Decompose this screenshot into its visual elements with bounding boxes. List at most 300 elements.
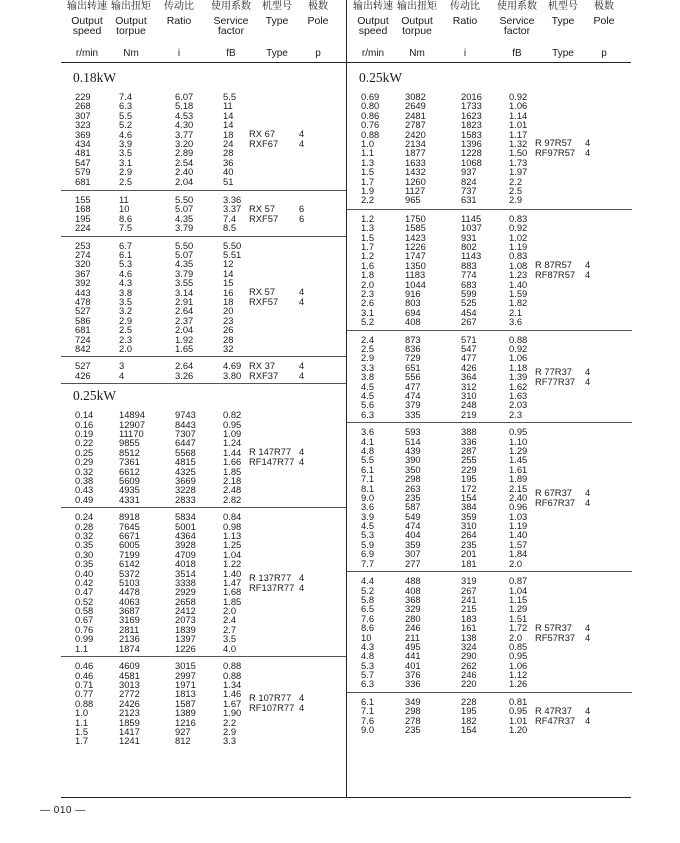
cell-factor: 0.87 xyxy=(509,575,528,587)
cell-torque: 1183 xyxy=(405,269,426,281)
cell-factor: 1.90 xyxy=(223,707,242,719)
cell-factor: 0.95 xyxy=(509,650,528,662)
type-line xyxy=(61,297,346,307)
cell-factor: 0.83 xyxy=(509,212,528,224)
header-type-zh: 机型号 xyxy=(262,1,292,12)
cell-torque: 1633 xyxy=(405,156,426,168)
cell-speed: 547 xyxy=(75,156,91,168)
cell-speed: 3.8 xyxy=(361,371,375,383)
pole-value: 4 xyxy=(299,446,305,458)
cell-torque: 965 xyxy=(405,194,421,206)
cell-torque: 2134 xyxy=(405,137,426,149)
cell-ratio: 5568 xyxy=(175,446,196,458)
type-name: R 137R77 xyxy=(249,571,292,583)
header-factor-en2: factor xyxy=(503,25,531,37)
model-type xyxy=(347,138,632,158)
table-row xyxy=(347,186,632,195)
cell-torque: 5.5 xyxy=(119,109,133,121)
cell-ratio: 2.64 xyxy=(175,360,194,372)
cell-ratio: 255 xyxy=(461,454,477,466)
cell-speed: 0.42 xyxy=(75,576,94,588)
cell-speed: 307 xyxy=(75,109,91,121)
type-name: RF47R37 xyxy=(535,714,576,726)
cell-speed: 1.1 xyxy=(361,147,375,159)
table-row xyxy=(347,642,632,651)
cell-speed: 1.3 xyxy=(361,156,375,168)
cell-speed: 2.9 xyxy=(361,352,375,364)
table-row xyxy=(347,289,632,298)
cell-factor: 32 xyxy=(223,342,234,354)
cell-speed: 0.30 xyxy=(75,548,94,560)
cell-factor: 3.5 xyxy=(223,633,237,645)
table-row xyxy=(347,521,632,530)
cell-ratio: 229 xyxy=(461,463,477,475)
right-block-4 xyxy=(347,571,632,693)
left-block-6 xyxy=(61,656,346,750)
type-line xyxy=(347,148,632,158)
type-name: R 47R37 xyxy=(535,704,573,716)
pole-value: 4 xyxy=(585,365,591,377)
cell-ratio: 599 xyxy=(461,287,477,299)
header-factor xyxy=(493,2,541,37)
cell-torque: 307 xyxy=(405,548,421,560)
cell-ratio: 2412 xyxy=(175,605,196,617)
cell-ratio: 2.04 xyxy=(175,324,194,336)
cell-torque: 235 xyxy=(405,724,421,736)
cell-ratio: 310 xyxy=(461,520,477,532)
table-row xyxy=(61,522,346,531)
unit-torque: Nm xyxy=(409,48,425,59)
cell-torque: 3.5 xyxy=(119,147,133,159)
cell-torque: 14894 xyxy=(119,409,146,421)
header-ratio xyxy=(161,2,197,26)
cell-torque: 1859 xyxy=(119,716,140,728)
cell-torque: 2787 xyxy=(405,119,426,131)
cell-factor: 2.82 xyxy=(223,493,242,505)
table-row xyxy=(61,634,346,643)
cell-torque: 6671 xyxy=(119,529,140,541)
table-row xyxy=(61,615,346,624)
cell-torque: 6.7 xyxy=(119,239,133,251)
power-rating-title: 0.18kW xyxy=(73,70,117,85)
right-block-2 xyxy=(347,330,632,424)
type-name: RX 57 xyxy=(249,285,276,297)
model-type xyxy=(347,488,632,508)
cell-factor: 0.96 xyxy=(509,501,528,513)
cell-factor: 0.81 xyxy=(509,696,528,707)
cell-speed: 0.29 xyxy=(75,456,94,468)
cell-ratio: 248 xyxy=(461,399,477,411)
cell-torque: 359 xyxy=(405,538,421,550)
cell-factor: 2.0 xyxy=(509,631,523,643)
cell-torque: 7.4 xyxy=(119,91,133,102)
cell-speed: 392 xyxy=(75,277,91,289)
header-pole-en: Pole xyxy=(593,14,615,27)
cell-speed: 1.1 xyxy=(75,716,89,728)
cell-ratio: 2.64 xyxy=(175,305,194,317)
cell-speed: 0.46 xyxy=(75,669,94,681)
cell-speed: 1.7 xyxy=(361,175,375,187)
cell-speed: 1.7 xyxy=(75,735,89,747)
cell-factor: 1.03 xyxy=(509,510,528,522)
cell-torque: 4581 xyxy=(119,669,140,681)
cell-speed: 0.25 xyxy=(75,446,94,458)
cell-ratio: 426 xyxy=(461,361,477,373)
cell-factor: 1.89 xyxy=(509,473,528,485)
cell-ratio: 3015 xyxy=(175,660,196,672)
header-factor xyxy=(207,2,255,37)
cell-speed: 274 xyxy=(75,248,91,260)
cell-factor: 51 xyxy=(223,175,234,187)
cell-speed: 434 xyxy=(75,137,91,149)
cell-factor: 1.18 xyxy=(509,361,528,373)
cell-factor: 1.73 xyxy=(509,156,528,168)
cell-factor: 1.47 xyxy=(223,576,242,588)
cell-factor: 0.95 xyxy=(509,426,528,438)
cell-factor: 15 xyxy=(223,277,234,289)
header-torque xyxy=(397,2,437,37)
cell-speed: 0.80 xyxy=(361,100,380,112)
cell-factor: 1.10 xyxy=(509,435,528,447)
table-row xyxy=(347,446,632,455)
cell-ratio: 312 xyxy=(461,380,477,392)
cell-torque: 694 xyxy=(405,306,421,318)
table-row xyxy=(61,167,346,176)
cell-speed: 0.67 xyxy=(75,614,94,626)
cell-torque: 1260 xyxy=(405,175,426,187)
cell-torque: 5103 xyxy=(119,576,140,588)
cell-speed: 724 xyxy=(75,333,91,345)
table-row xyxy=(347,223,632,232)
unit-torque: Nm xyxy=(123,48,139,59)
cell-speed: 323 xyxy=(75,119,91,131)
table-row xyxy=(61,344,346,353)
cell-factor: 3.6 xyxy=(509,316,523,328)
cell-ratio: 215 xyxy=(461,603,477,615)
cell-ratio: 5.50 xyxy=(175,194,194,205)
table-row xyxy=(61,410,346,419)
cell-ratio: 195 xyxy=(461,473,477,485)
cell-speed: 0.76 xyxy=(75,623,94,635)
table-row xyxy=(347,595,632,604)
cell-torque: 376 xyxy=(405,669,421,681)
cell-torque: 335 xyxy=(405,408,421,420)
table-row xyxy=(347,92,632,101)
cell-ratio: 172 xyxy=(461,482,477,494)
cell-speed: 4.1 xyxy=(361,435,375,447)
cell-ratio: 1145 xyxy=(461,212,482,224)
header-factor-zh: 使用系数 xyxy=(497,1,537,12)
cell-ratio: 525 xyxy=(461,297,477,309)
table-row xyxy=(61,420,346,429)
cell-factor: 1.84 xyxy=(509,548,528,560)
table-row xyxy=(61,671,346,680)
cell-ratio: 3338 xyxy=(175,576,196,588)
pole-value: 6 xyxy=(299,212,305,224)
cell-ratio: 883 xyxy=(461,259,477,271)
type-name: RF107R77 xyxy=(249,702,295,714)
right-block-1 xyxy=(347,209,632,331)
cell-factor: 26 xyxy=(223,324,234,336)
cell-torque: 3082 xyxy=(405,91,426,102)
cell-speed: 0.38 xyxy=(75,474,94,486)
cell-ratio: 154 xyxy=(461,491,477,503)
cell-ratio: 228 xyxy=(461,696,477,707)
cell-speed: 1.8 xyxy=(361,269,375,281)
header-speed xyxy=(67,2,107,37)
cell-factor: 1.40 xyxy=(509,529,528,541)
cell-factor: 2.0 xyxy=(509,557,523,569)
type-name: R 97R57 xyxy=(535,137,573,149)
cell-speed: 0.49 xyxy=(75,493,94,505)
cell-ratio: 1587 xyxy=(175,697,196,709)
header-ratio-zh: 传动比 xyxy=(164,1,194,12)
cell-torque: 3169 xyxy=(119,614,140,626)
type-name: R 57R37 xyxy=(535,621,573,633)
cell-torque: 1226 xyxy=(405,240,426,252)
cell-speed: 6.1 xyxy=(361,696,375,707)
type-line xyxy=(347,633,632,643)
cell-ratio: 154 xyxy=(461,724,477,736)
cell-ratio: 1.92 xyxy=(175,333,194,345)
cell-ratio: 5001 xyxy=(175,520,196,532)
cell-factor: 1.19 xyxy=(509,240,528,252)
cell-ratio: 3.26 xyxy=(175,369,194,381)
cell-ratio: 3228 xyxy=(175,484,196,496)
type-line xyxy=(61,371,346,381)
cell-factor: 40 xyxy=(223,166,234,178)
header-pole xyxy=(303,2,333,26)
header-ratio-en: Ratio xyxy=(166,14,192,27)
cell-speed: 0.14 xyxy=(75,409,94,421)
cell-ratio: 241 xyxy=(461,593,477,605)
table-row xyxy=(61,467,346,476)
cell-factor: 7.4 xyxy=(223,212,237,224)
cell-speed: 1.2 xyxy=(361,250,375,262)
cell-ratio: 3514 xyxy=(175,567,196,579)
cell-speed: 4.5 xyxy=(361,520,375,532)
type-name: RX 37 xyxy=(249,359,276,371)
cell-factor: 1.06 xyxy=(509,659,528,671)
cell-factor: 1.01 xyxy=(509,119,528,131)
type-name: RF97R57 xyxy=(535,147,576,159)
cell-ratio: 2658 xyxy=(175,595,196,607)
type-line xyxy=(61,703,346,713)
cell-torque: 1877 xyxy=(405,147,426,159)
table-row xyxy=(61,644,346,653)
table-row xyxy=(61,540,346,549)
cell-factor: 1.14 xyxy=(509,109,528,121)
cell-factor: 0.92 xyxy=(509,91,528,102)
table-row xyxy=(347,670,632,679)
cell-speed: 5.5 xyxy=(361,454,375,466)
cell-torque: 556 xyxy=(405,371,421,383)
unit-factor: fB xyxy=(226,48,236,59)
table-row xyxy=(61,259,346,268)
header-type-zh: 机型号 xyxy=(548,1,578,12)
cell-factor: 3.80 xyxy=(223,369,242,381)
cell-factor: 2.5 xyxy=(509,184,523,196)
cell-factor: 1.97 xyxy=(509,166,528,178)
cell-ratio: 3928 xyxy=(175,539,196,551)
cell-ratio: 2.37 xyxy=(175,314,194,326)
type-name: RX 57 xyxy=(249,202,276,214)
cell-speed: 0.69 xyxy=(361,91,380,102)
cell-ratio: 1397 xyxy=(175,633,196,645)
type-name: RF87R57 xyxy=(535,269,576,281)
cell-torque: 439 xyxy=(405,444,421,456)
cell-torque: 4331 xyxy=(119,493,140,505)
cell-ratio: 319 xyxy=(461,575,477,587)
cell-speed: 3.6 xyxy=(361,426,375,438)
header-ratio-en: Ratio xyxy=(452,14,478,27)
cell-ratio: 4325 xyxy=(175,465,196,477)
cell-factor: 1.40 xyxy=(223,567,242,579)
cell-factor: 36 xyxy=(223,156,234,168)
cell-torque: 916 xyxy=(405,287,421,299)
left-block-0 xyxy=(61,66,346,190)
cell-ratio: 6.07 xyxy=(175,91,194,102)
type-name: RX 67 xyxy=(249,128,276,139)
cell-torque: 336 xyxy=(405,678,421,690)
unit-speed: r/min xyxy=(75,48,99,59)
cell-speed: 5.8 xyxy=(361,593,375,605)
spec-sheet xyxy=(61,0,631,798)
model-type xyxy=(347,260,632,280)
cell-ratio: 5.18 xyxy=(175,100,194,112)
cell-factor: 16 xyxy=(223,286,234,298)
cell-speed: 0.88 xyxy=(75,697,94,709)
cell-speed: 268 xyxy=(75,100,91,112)
table-row xyxy=(61,597,346,606)
cell-torque: 401 xyxy=(405,659,421,671)
table-row xyxy=(347,661,632,670)
table-row xyxy=(347,604,632,613)
cell-ratio: 3.14 xyxy=(175,286,194,298)
cell-torque: 1127 xyxy=(405,184,426,196)
cell-speed: 7.1 xyxy=(361,705,375,717)
cell-factor: 0.98 xyxy=(223,520,242,532)
cell-speed: 10 xyxy=(361,631,372,643)
cell-ratio: 2833 xyxy=(175,493,196,505)
cell-factor: 0.95 xyxy=(223,418,242,430)
cell-ratio: 824 xyxy=(461,175,477,187)
cell-torque: 390 xyxy=(405,454,421,466)
cell-factor: 1.02 xyxy=(509,231,528,243)
cell-factor: 14 xyxy=(223,109,234,121)
cell-speed: 478 xyxy=(75,295,91,307)
cell-speed: 3.9 xyxy=(361,510,375,522)
cell-torque: 4.6 xyxy=(119,128,133,140)
cell-speed: 1.6 xyxy=(361,259,375,271)
cell-factor: 1.24 xyxy=(223,437,242,449)
cell-torque: 1585 xyxy=(405,222,426,234)
cell-factor: 1.85 xyxy=(223,465,242,477)
cell-speed: 0.71 xyxy=(75,678,94,690)
cell-factor: 12 xyxy=(223,258,234,270)
type-line xyxy=(347,716,632,726)
type-line xyxy=(347,498,632,508)
right-column xyxy=(346,0,632,798)
cell-speed: 5.2 xyxy=(361,316,375,328)
cell-torque: 1417 xyxy=(119,725,140,737)
unit-ratio: i xyxy=(177,48,181,59)
cell-ratio: 927 xyxy=(175,725,191,737)
pole-value: 4 xyxy=(585,631,591,643)
cell-factor: 2.7 xyxy=(223,623,237,635)
cell-speed: 195 xyxy=(75,212,91,224)
cell-torque: 349 xyxy=(405,696,421,707)
cell-ratio: 310 xyxy=(461,389,477,401)
cell-speed: 4.4 xyxy=(361,575,375,587)
cell-factor: 1.45 xyxy=(509,454,528,466)
cell-torque: 873 xyxy=(405,333,421,345)
cell-ratio: 1623 xyxy=(461,109,482,121)
cell-speed: 2.2 xyxy=(361,194,375,206)
cell-factor: 3.3 xyxy=(223,735,237,747)
header-speed-en: Output xyxy=(357,14,389,27)
cell-torque: 235 xyxy=(405,491,421,503)
cell-speed: 0.24 xyxy=(75,511,94,523)
cell-torque: 408 xyxy=(405,584,421,596)
cell-ratio: 6447 xyxy=(175,437,196,449)
cell-torque: 2426 xyxy=(119,697,140,709)
cell-factor: 28 xyxy=(223,147,234,159)
cell-torque: 4.3 xyxy=(119,277,133,289)
cell-speed: 2.0 xyxy=(361,278,375,290)
cell-ratio: 3.79 xyxy=(175,222,194,234)
cell-factor: 2.48 xyxy=(223,484,242,496)
cell-torque: 495 xyxy=(405,640,421,652)
cell-ratio: 267 xyxy=(461,316,477,328)
header-pole-en: Pole xyxy=(307,14,329,27)
table-row xyxy=(61,736,346,745)
table-row xyxy=(347,455,632,464)
cell-ratio: 219 xyxy=(461,408,477,420)
cell-speed: 0.35 xyxy=(75,558,94,570)
cell-factor: 18 xyxy=(223,128,234,140)
cell-ratio: 2929 xyxy=(175,586,196,598)
cell-ratio: 2997 xyxy=(175,669,196,681)
cell-ratio: 802 xyxy=(461,240,477,252)
header-type-en: Type xyxy=(551,14,575,27)
cell-torque: 277 xyxy=(405,557,421,569)
type-line xyxy=(61,583,346,593)
cell-torque: 408 xyxy=(405,316,421,328)
right-block-0 xyxy=(347,66,632,209)
cell-speed: 0.99 xyxy=(75,633,94,645)
cell-ratio: 182 xyxy=(461,714,477,726)
cell-factor: 1.22 xyxy=(223,558,242,570)
cell-ratio: 1.65 xyxy=(175,342,194,354)
cell-speed: 1.5 xyxy=(361,231,375,243)
cell-speed: 6.1 xyxy=(361,463,375,475)
cell-torque: 587 xyxy=(405,501,421,513)
table-row xyxy=(347,158,632,167)
cell-speed: 443 xyxy=(75,286,91,298)
cell-torque: 8918 xyxy=(119,511,140,523)
table-row xyxy=(347,651,632,660)
pole-value: 4 xyxy=(585,621,591,633)
cell-torque: 7.5 xyxy=(119,222,133,234)
cell-ratio: 8443 xyxy=(175,418,196,430)
left-block-4 xyxy=(61,383,346,508)
cell-speed: 0.28 xyxy=(75,520,94,532)
cell-speed: 155 xyxy=(75,194,91,205)
pole-value: 4 xyxy=(585,704,591,716)
table-row xyxy=(61,625,346,634)
table-row xyxy=(347,214,632,223)
